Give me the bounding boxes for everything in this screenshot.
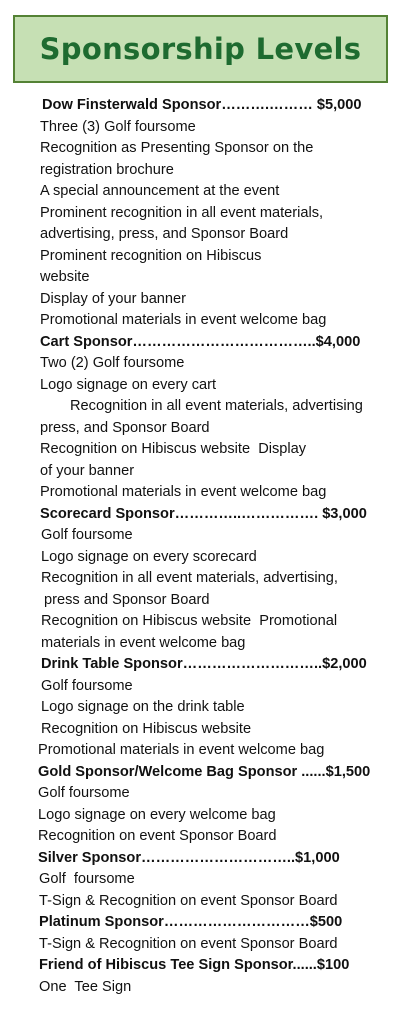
sponsor-level-heading: Friend of Hibiscus Tee Sign Sponsor......$100 <box>39 957 350 973</box>
benefit-line: A special announcement at the event <box>40 183 280 199</box>
benefit-line: Golf foursome <box>39 871 135 887</box>
benefit-line: Golf foursome <box>41 677 133 694</box>
benefit-line: registration brochure <box>40 161 174 178</box>
title-banner <box>13 15 388 83</box>
benefit-line: Two (2) Golf foursome <box>40 355 185 371</box>
benefit-line: Recognition as Presenting Sponsor on the <box>40 140 314 156</box>
benefit-line: Three (3) Golf foursome <box>40 118 196 135</box>
benefit-line: of your banner <box>40 462 135 479</box>
sponsor-level-heading: Platinum Sponsor…………………………$500 <box>39 914 343 930</box>
page-title: Sponsorship Levels <box>39 32 362 66</box>
benefit-line: materials in event welcome bag <box>41 634 246 651</box>
benefit-line: website <box>40 269 90 285</box>
benefit-line: Recognition in all event materials, advertising <box>70 398 363 414</box>
benefit-line: Promotional materials in event welcome bag <box>40 484 327 500</box>
benefit-line: Recognition on event Sponsor Board <box>38 828 277 844</box>
benefit-line: Golf foursome <box>41 527 133 543</box>
benefit-line: Logo signage on every cart <box>40 376 217 393</box>
benefit-line: T-Sign & Recognition on event Sponsor Board <box>39 935 338 952</box>
benefit-line: Logo signage on every scorecard <box>41 548 257 565</box>
benefit-line: Golf foursome <box>38 785 130 801</box>
sponsor-level-heading: Gold Sponsor/Welcome Bag Sponsor ......$1,500 <box>38 763 371 780</box>
benefit-line: Display of your banner <box>40 290 187 307</box>
benefit-line: Prominent recognition in all event materials, <box>40 204 324 221</box>
sponsor-level-heading: Dow Finsterwald Sponsor……….……… $5,000 <box>42 97 362 113</box>
sponsor-level-heading: Drink Table Sponsor………………………..$2,000 <box>41 656 367 672</box>
benefit-line: Prominent recognition on Hibiscus <box>40 247 262 264</box>
sponsor-level-heading: Silver Sponsor…………………………..$1,000 <box>38 849 340 866</box>
benefit-line: advertising, press, and Sponsor Board <box>40 226 289 242</box>
benefit-line: One Tee Sign <box>39 978 132 995</box>
benefit-line: press and Sponsor Board <box>44 591 210 608</box>
sponsor-level-heading: Cart Sponsor………………………………..$4,000 <box>40 333 361 350</box>
benefit-line: Logo signage on every welcome bag <box>38 806 276 823</box>
benefit-line: Recognition on Hibiscus website <box>41 720 252 737</box>
benefit-line: Promotional materials in event welcome bag <box>38 742 325 758</box>
benefit-line: Promotional materials in event welcome bag <box>40 312 327 328</box>
benefit-line: Recognition in all event materials, advertising, <box>41 570 338 586</box>
benefit-line: Logo signage on the drink table <box>41 699 245 715</box>
benefit-line: Recognition on Hibiscus website Promotional <box>41 613 338 629</box>
benefit-line: press, and Sponsor Board <box>40 419 210 436</box>
sponsor-level-heading: Scorecard Sponsor…………..……………. $3,000 <box>40 505 367 522</box>
benefit-line: T-Sign & Recognition on event Sponsor Board <box>39 892 338 909</box>
sponsorship-list <box>38 95 378 998</box>
benefit-line: Recognition on Hibiscus website Display <box>40 441 307 457</box>
